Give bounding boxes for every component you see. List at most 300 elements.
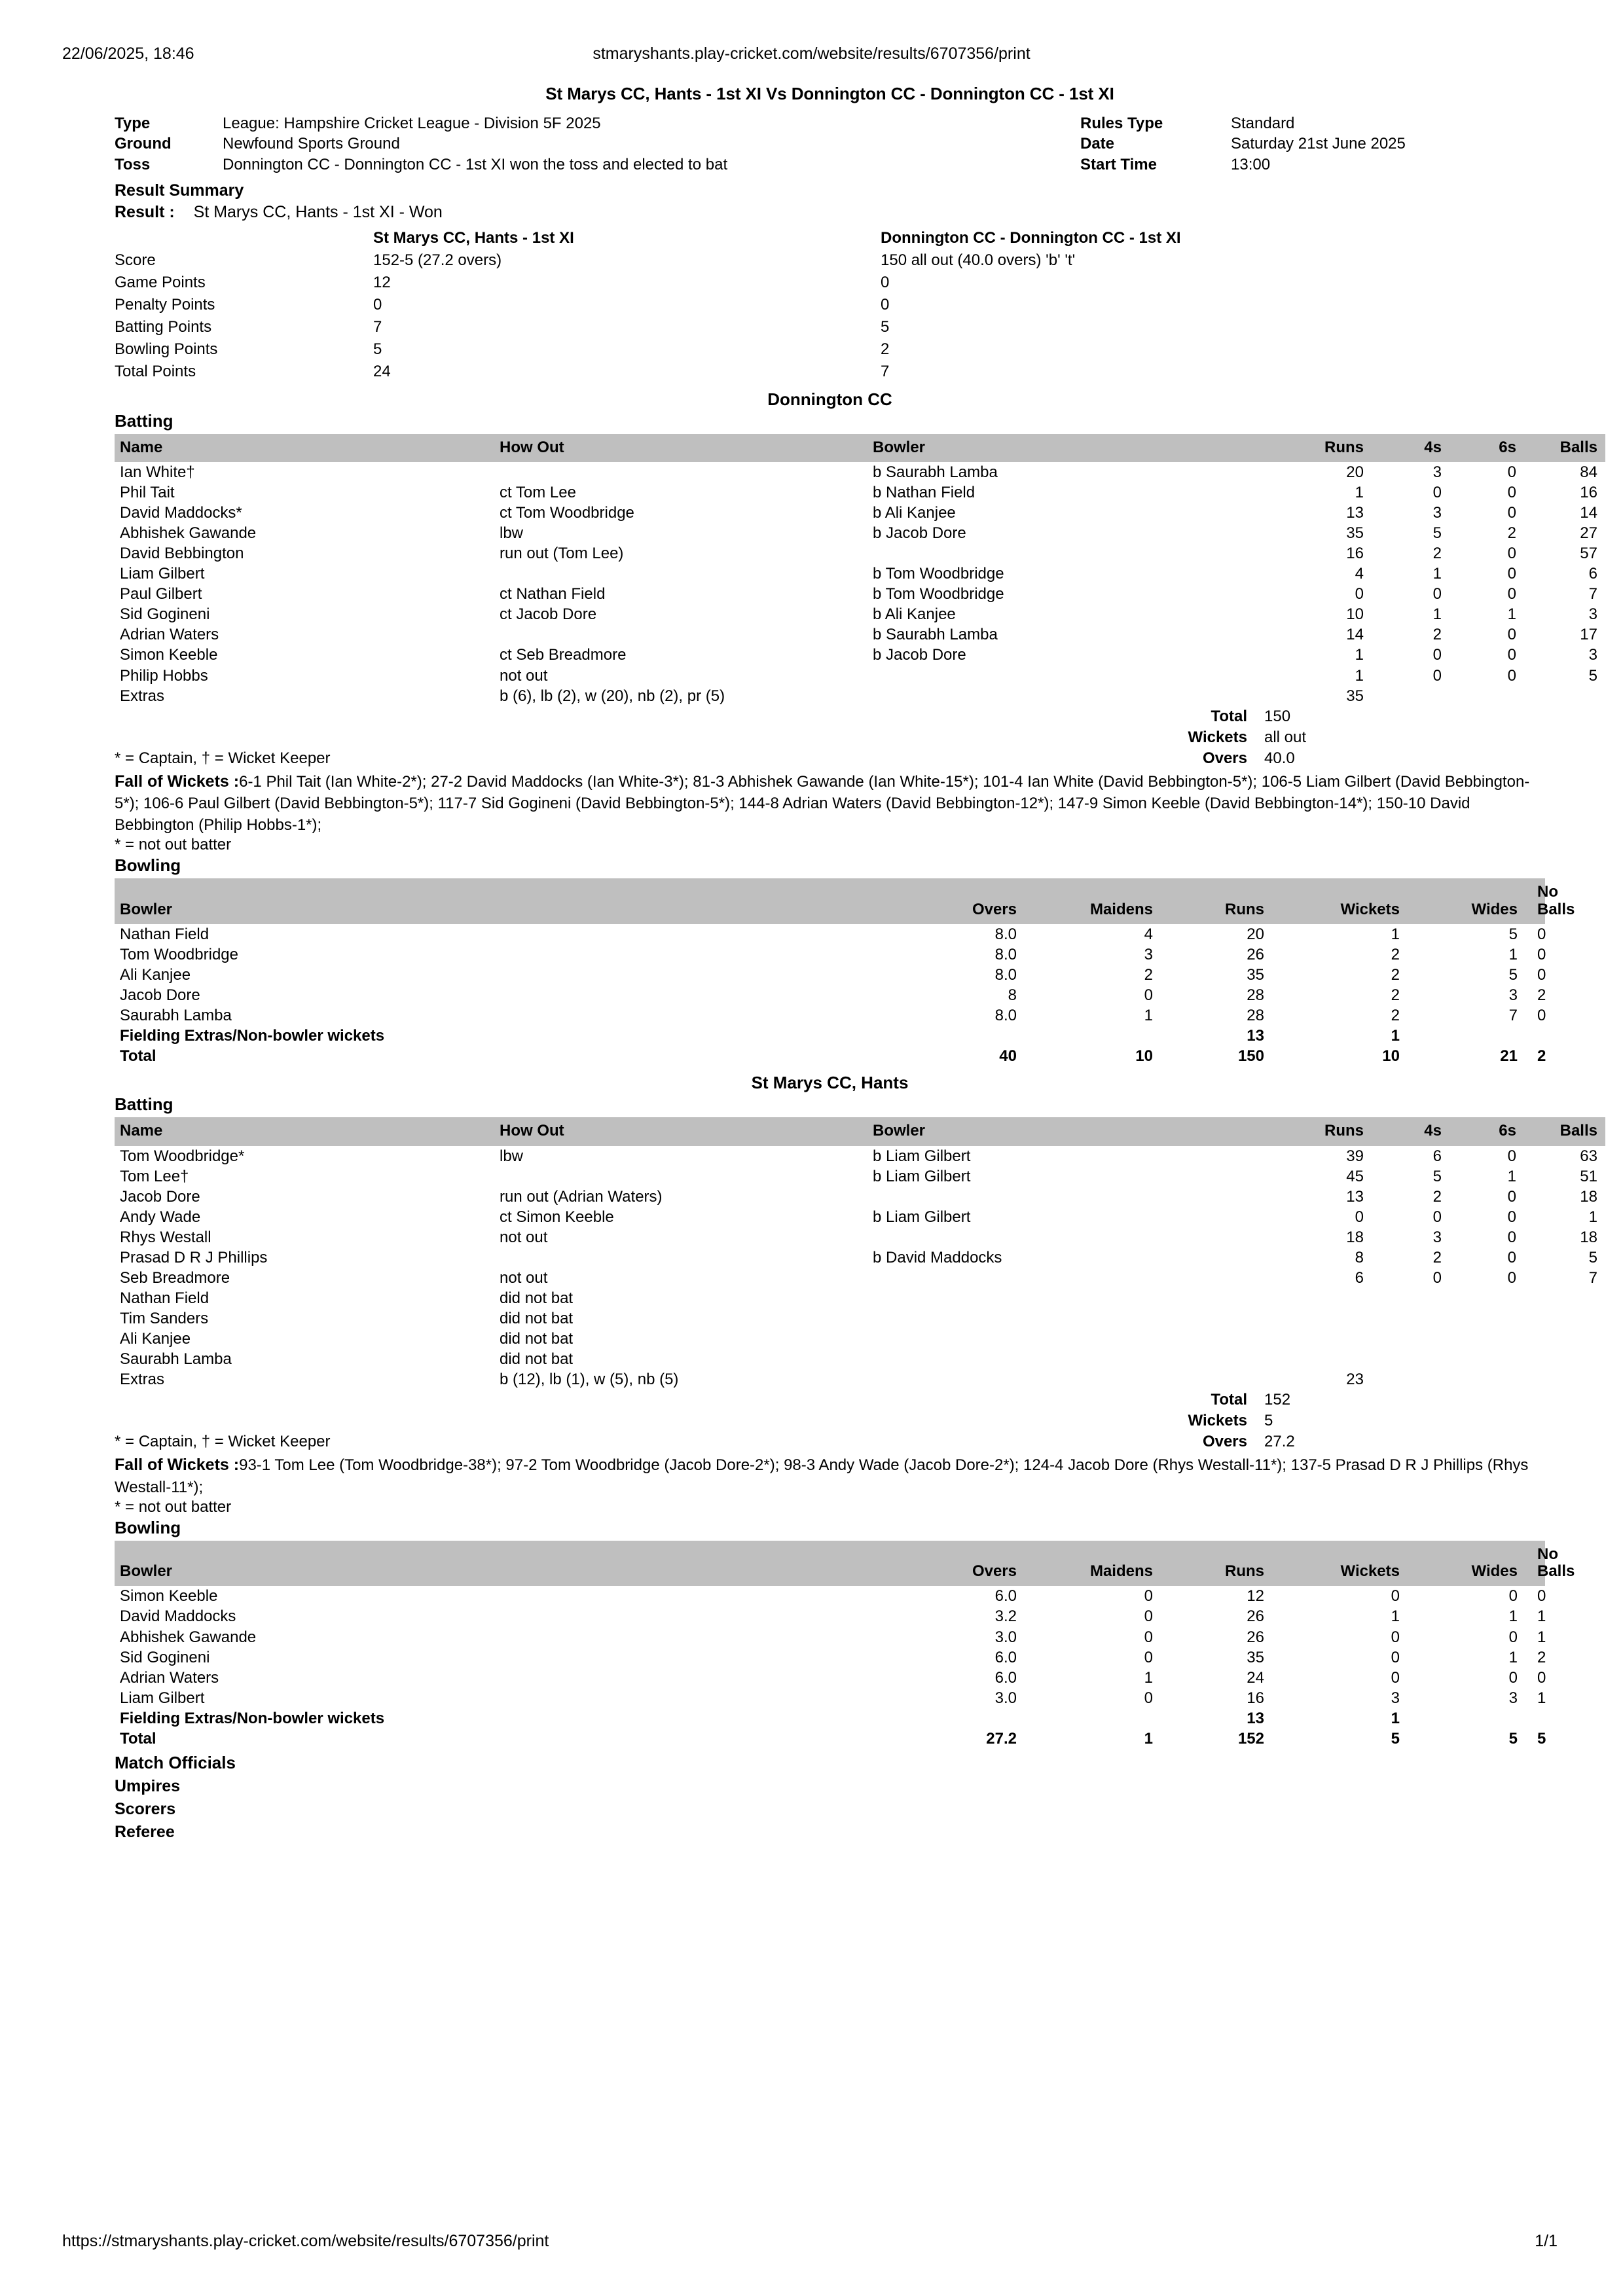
batter-how-out bbox=[500, 564, 873, 584]
innings-2-batting-heading: Batting bbox=[115, 1094, 173, 1115]
extras-blank bbox=[873, 1369, 1259, 1390]
batter-balls: 14 bbox=[1580, 504, 1597, 522]
print-header bbox=[0, 45, 1623, 64]
extras-row bbox=[115, 1369, 1605, 1390]
bowler-maidens: 0 bbox=[1144, 1587, 1153, 1605]
batter-runs bbox=[1259, 1308, 1373, 1329]
batting-header-how-out: How Out bbox=[500, 434, 873, 462]
meta-label-start-time: Start Time bbox=[1080, 155, 1157, 173]
batter-how-out: ct Tom Lee bbox=[500, 484, 576, 502]
extras-runs: 23 bbox=[1346, 1371, 1364, 1389]
bowler-no-balls: 2 bbox=[1537, 986, 1546, 1005]
table-row bbox=[115, 1586, 1545, 1606]
bowler-maidens: 2 bbox=[1144, 966, 1153, 984]
bowling-header-wickets: Wickets bbox=[1279, 1541, 1419, 1587]
table-row bbox=[115, 1247, 1605, 1268]
table-row bbox=[115, 1207, 1605, 1227]
innings-2-batting-table bbox=[115, 1117, 1605, 1390]
bowling-header-runs: Runs bbox=[1166, 878, 1279, 924]
batting-header-balls: Balls bbox=[1525, 1117, 1605, 1145]
batter-name: Tom Woodbridge* bbox=[120, 1147, 245, 1165]
batting-header-runs: Runs bbox=[1259, 1117, 1373, 1145]
batter-name: Liam Gilbert bbox=[120, 565, 205, 583]
total-label: Total bbox=[1211, 707, 1247, 725]
batting-header-sixes: 6s bbox=[1451, 1117, 1525, 1145]
batter-how-out: did not bat bbox=[500, 1350, 574, 1368]
bowler-no-balls: 0 bbox=[1537, 1587, 1546, 1605]
batter-name: Nathan Field bbox=[120, 1289, 210, 1307]
points-row-label: Batting Points bbox=[115, 317, 212, 336]
batting-header-balls: Balls bbox=[1525, 434, 1605, 462]
match-meta-table bbox=[115, 113, 1545, 175]
batting-header-name: Name bbox=[115, 434, 500, 462]
batter-fours: 3 bbox=[1432, 463, 1442, 482]
table-row bbox=[115, 1606, 1545, 1626]
points-row-value-a: 152-5 (27.2 overs) bbox=[373, 251, 502, 269]
innings-1-bowling-table bbox=[115, 878, 1575, 1066]
meta-row-toss bbox=[115, 154, 1545, 175]
captain-note: * = Captain, † = Wicket Keeper bbox=[115, 749, 331, 767]
fielding-extras-overs bbox=[892, 1708, 1029, 1729]
bowler-wides: 1 bbox=[1508, 1648, 1518, 1666]
batter-balls: 18 bbox=[1580, 1228, 1597, 1246]
bowler-wides: 0 bbox=[1508, 1628, 1518, 1646]
bowler-wides: 5 bbox=[1508, 966, 1518, 984]
fielding-extras-wides bbox=[1419, 1026, 1537, 1046]
batter-how-out: ct Simon Keeble bbox=[500, 1208, 614, 1226]
page-title: St Marys CC, Hants - 1st XI Vs Donnington CC - Donnington CC - 1st XI bbox=[545, 84, 1114, 103]
bowler-wides: 0 bbox=[1508, 1668, 1518, 1687]
bowler-overs: 8.0 bbox=[994, 1007, 1017, 1025]
bowling-header-row bbox=[115, 1541, 1545, 1587]
batting-header-bowler: Bowler bbox=[873, 1117, 1259, 1145]
batter-balls: 63 bbox=[1580, 1147, 1597, 1165]
total-spacer bbox=[115, 1390, 1136, 1410]
batting-header-bowler: Bowler bbox=[873, 434, 1259, 462]
meta-value-ground: Newfound Sports Ground bbox=[223, 135, 400, 153]
bowler-runs: 20 bbox=[1247, 925, 1264, 944]
batter-runs bbox=[1259, 1349, 1373, 1369]
wickets-value: all out bbox=[1264, 728, 1307, 746]
points-row-value-a: 7 bbox=[373, 317, 382, 336]
batter-bowler bbox=[873, 543, 1259, 564]
bowling-header-no-balls: No Balls bbox=[1537, 878, 1545, 924]
batter-fours: 2 bbox=[1432, 1248, 1442, 1266]
overs-value: 27.2 bbox=[1264, 1433, 1295, 1451]
batting-header-fours: 4s bbox=[1373, 1117, 1451, 1145]
batter-fours bbox=[1373, 1288, 1451, 1308]
bowling-total-runs: 152 bbox=[1237, 1729, 1264, 1748]
points-row bbox=[115, 272, 1545, 294]
bowler-wides: 3 bbox=[1508, 1689, 1518, 1707]
table-row bbox=[115, 584, 1605, 604]
bowler-name: Jacob Dore bbox=[120, 986, 200, 1005]
table-row bbox=[115, 523, 1605, 543]
bowler-maidens: 3 bbox=[1144, 946, 1153, 964]
fielding-extras-overs bbox=[892, 1026, 1029, 1046]
total-label: Total bbox=[1211, 1391, 1247, 1409]
overs-label: Overs bbox=[1202, 749, 1247, 767]
bowler-wickets: 1 bbox=[1391, 925, 1400, 944]
batter-sixes: 0 bbox=[1507, 1228, 1516, 1246]
bowling-total-wickets: 10 bbox=[1382, 1047, 1400, 1066]
batter-runs: 35 bbox=[1346, 524, 1364, 543]
table-row bbox=[115, 543, 1605, 564]
batter-how-out: lbw bbox=[500, 1147, 524, 1165]
table-row bbox=[115, 624, 1605, 645]
batter-balls: 84 bbox=[1580, 463, 1597, 482]
points-header-team-b: Donnington CC - Donnington CC - 1st XI bbox=[881, 228, 1181, 247]
batter-name: Andy Wade bbox=[120, 1208, 201, 1226]
bowling-header-overs: Overs bbox=[892, 878, 1029, 924]
bowler-maidens: 0 bbox=[1144, 1628, 1153, 1646]
batter-name: Philip Hobbs bbox=[120, 666, 208, 685]
bowling-total-runs: 150 bbox=[1237, 1047, 1264, 1066]
captain-note-cell bbox=[115, 1431, 1136, 1452]
batter-how-out: not out bbox=[500, 1268, 548, 1287]
bowler-maidens: 0 bbox=[1144, 1607, 1153, 1626]
table-row bbox=[115, 482, 1605, 503]
batter-name: Ian White† bbox=[120, 463, 195, 482]
points-row-value-b: 150 all out (40.0 overs) 'b' 't' bbox=[881, 251, 1076, 269]
innings-2-fall-of-wickets bbox=[115, 1454, 1545, 1498]
points-header-row bbox=[115, 227, 1545, 249]
footer-page-number: 1/1 bbox=[1535, 2232, 1558, 2250]
bowler-wides: 5 bbox=[1508, 925, 1518, 944]
table-row bbox=[115, 1349, 1605, 1369]
extras-blank bbox=[873, 686, 1259, 706]
total-value: 152 bbox=[1264, 1391, 1291, 1409]
batter-fours: 2 bbox=[1432, 626, 1442, 644]
batter-balls: 3 bbox=[1588, 605, 1597, 624]
innings-2-team-heading: St Marys CC, Hants bbox=[751, 1073, 909, 1093]
bowler-runs: 28 bbox=[1247, 1007, 1264, 1025]
bowler-wides: 3 bbox=[1508, 986, 1518, 1005]
table-row bbox=[115, 1668, 1545, 1688]
bowling-header-bowler: Bowler bbox=[115, 878, 892, 924]
batter-runs: 45 bbox=[1346, 1167, 1364, 1185]
fielding-extras-maidens bbox=[1029, 1026, 1166, 1046]
meta-value-type: League: Hampshire Cricket League - Division 5F 2025 bbox=[223, 115, 601, 132]
batter-balls: 57 bbox=[1580, 545, 1597, 563]
batter-fours: 0 bbox=[1432, 646, 1442, 664]
bowler-runs: 26 bbox=[1247, 1607, 1264, 1626]
batter-fours: 5 bbox=[1432, 524, 1442, 543]
batter-sixes: 0 bbox=[1507, 545, 1516, 563]
bowling-header-overs: Overs bbox=[892, 1541, 1029, 1587]
meta-row-ground bbox=[115, 134, 1545, 154]
batter-sixes bbox=[1451, 1288, 1525, 1308]
batter-sixes bbox=[1451, 1329, 1525, 1349]
bowler-maidens: 1 bbox=[1144, 1668, 1153, 1687]
bowler-maidens: 0 bbox=[1144, 1689, 1153, 1707]
innings-2-totals bbox=[115, 1390, 1545, 1452]
batter-how-out: run out (Adrian Waters) bbox=[500, 1187, 663, 1206]
batter-runs: 1 bbox=[1355, 484, 1364, 502]
batter-fours: 0 bbox=[1432, 1208, 1442, 1226]
bowling-header-wides: Wides bbox=[1419, 878, 1537, 924]
batter-name: Prasad D R J Phillips bbox=[120, 1248, 268, 1266]
officials-referee-label: Referee bbox=[115, 1822, 175, 1841]
bowler-name: Sid Gogineni bbox=[120, 1648, 210, 1666]
table-row bbox=[115, 1329, 1605, 1349]
batter-name: Rhys Westall bbox=[120, 1228, 211, 1246]
batter-bowler: b Liam Gilbert bbox=[873, 1208, 971, 1226]
meta-value-start-time: 13:00 bbox=[1231, 155, 1271, 173]
total-row bbox=[115, 1390, 1545, 1410]
batter-sixes bbox=[1451, 1349, 1525, 1369]
bowling-header-wickets: Wickets bbox=[1279, 878, 1419, 924]
extras-balls bbox=[1525, 686, 1605, 706]
batting-header-fours: 4s bbox=[1373, 434, 1451, 462]
bowling-header-runs: Runs bbox=[1166, 1541, 1279, 1587]
points-row bbox=[115, 338, 1545, 361]
batter-balls: 7 bbox=[1588, 1268, 1597, 1287]
table-row bbox=[115, 1627, 1545, 1647]
bowler-runs: 24 bbox=[1247, 1668, 1264, 1687]
batter-bowler: b David Maddocks bbox=[873, 1248, 1002, 1266]
bowling-total-maidens: 10 bbox=[1135, 1047, 1153, 1066]
bowler-no-balls: 0 bbox=[1537, 1007, 1546, 1025]
innings-2-notout-note: * = not out batter bbox=[115, 1498, 232, 1516]
batter-name: Phil Tait bbox=[120, 484, 175, 502]
batter-name: Jacob Dore bbox=[120, 1187, 200, 1206]
points-row-label: Score bbox=[115, 251, 156, 269]
fow-label: Fall of Wickets : bbox=[115, 772, 240, 791]
batter-sixes: 2 bbox=[1507, 524, 1516, 543]
scorecard-content bbox=[115, 84, 1597, 1842]
points-header-team-a: St Marys CC, Hants - 1st XI bbox=[373, 228, 574, 247]
bowler-overs: 6.0 bbox=[994, 1648, 1017, 1666]
bowler-wickets: 1 bbox=[1391, 1607, 1400, 1626]
batter-bowler: b Liam Gilbert bbox=[873, 1167, 971, 1185]
innings-2-bowling-heading: Bowling bbox=[115, 1517, 181, 1537]
batting-header-sixes: 6s bbox=[1451, 434, 1525, 462]
meta-label-date: Date bbox=[1080, 135, 1115, 153]
overs-value: 40.0 bbox=[1264, 749, 1295, 767]
batter-bowler bbox=[873, 1308, 1259, 1329]
batter-balls: 27 bbox=[1580, 524, 1597, 543]
table-row bbox=[115, 1227, 1605, 1247]
batter-runs: 6 bbox=[1355, 1268, 1364, 1287]
batter-how-out: did not bat bbox=[500, 1309, 574, 1327]
bowler-overs: 8.0 bbox=[994, 966, 1017, 984]
batter-runs bbox=[1259, 1288, 1373, 1308]
points-row-value-b: 0 bbox=[881, 295, 890, 314]
points-row-label: Penalty Points bbox=[115, 295, 215, 314]
bowler-overs: 8 bbox=[1008, 986, 1017, 1005]
table-row bbox=[115, 985, 1545, 1005]
bowling-total-overs: 27.2 bbox=[986, 1729, 1017, 1748]
bowler-no-balls: 0 bbox=[1537, 925, 1546, 944]
wickets-spacer bbox=[115, 1410, 1136, 1431]
table-row bbox=[115, 965, 1545, 985]
batter-how-out: ct Seb Breadmore bbox=[500, 646, 627, 664]
table-row bbox=[115, 503, 1605, 523]
innings-1-notout-note: * = not out batter bbox=[115, 836, 232, 854]
bowler-runs: 28 bbox=[1247, 986, 1264, 1005]
bowler-name: Saurabh Lamba bbox=[120, 1007, 232, 1025]
batter-balls: 18 bbox=[1580, 1187, 1597, 1206]
innings-1-team-heading: Donnington CC bbox=[767, 389, 892, 409]
points-row-value-a: 0 bbox=[373, 295, 382, 314]
table-row bbox=[115, 1288, 1605, 1308]
officials-scorers-label: Scorers bbox=[115, 1799, 176, 1818]
fow-value: 6-1 Phil Tait (Ian White-2*); 27-2 David Maddocks (Ian White-3*); 81-3 Abhishek Gawande (Ian White-15*); 101-4 Ian White (David Bebbington-5*); 106-5 Liam Gilbert (David Bebbington-5*); 106-6 Paul Gilbert (David Bebbington-5*); 117-7 Sid Gogineni (David Bebbington-5*); 144-8 Adrian Waters (David Bebbington-12*); 147-9 Simon Keeble (David Bebbington-14*); 150-10 David Bebbington (Philip Hobbs-1*); bbox=[115, 772, 1530, 834]
wickets-label: Wickets bbox=[1188, 1412, 1247, 1430]
batter-how-out: did not bat bbox=[500, 1289, 574, 1307]
wickets-row bbox=[115, 727, 1545, 748]
batter-sixes: 0 bbox=[1507, 1187, 1516, 1206]
batter-name: Sid Gogineni bbox=[120, 605, 210, 624]
points-row-value-a: 24 bbox=[373, 362, 391, 380]
points-row-value-b: 5 bbox=[881, 317, 890, 336]
bowling-header-no-balls: No Balls bbox=[1537, 1541, 1545, 1587]
bowler-wickets: 0 bbox=[1391, 1668, 1400, 1687]
wickets-label: Wickets bbox=[1188, 728, 1247, 746]
batter-fours: 2 bbox=[1432, 1187, 1442, 1206]
total-value: 150 bbox=[1264, 707, 1291, 725]
fielding-extras-wickets: 1 bbox=[1391, 1027, 1400, 1045]
batter-bowler: b Liam Gilbert bbox=[873, 1147, 971, 1165]
bowler-wickets: 2 bbox=[1391, 986, 1400, 1005]
points-row-value-b: 2 bbox=[881, 340, 890, 358]
extras-label: Extras bbox=[120, 1371, 165, 1389]
points-row bbox=[115, 361, 1545, 383]
batter-bowler: b Ali Kanjee bbox=[873, 504, 956, 522]
points-row-label: Game Points bbox=[115, 273, 206, 291]
footer-url: https://stmaryshants.play-cricket.com/website/results/6707356/print bbox=[62, 2232, 549, 2250]
batter-balls bbox=[1525, 1329, 1605, 1349]
batter-how-out: did not bat bbox=[500, 1329, 574, 1348]
bowler-runs: 16 bbox=[1247, 1689, 1264, 1707]
fielding-extras-row bbox=[115, 1708, 1545, 1729]
fielding-extras-wickets: 1 bbox=[1391, 1709, 1400, 1727]
bowler-name: Nathan Field bbox=[120, 925, 210, 944]
meta-value-toss: Donnington CC - Donnington CC - 1st XI won the toss and elected to bat bbox=[223, 155, 728, 173]
batter-sixes: 0 bbox=[1507, 565, 1516, 583]
meta-label-type: Type bbox=[115, 115, 151, 132]
batter-bowler: b Saurabh Lamba bbox=[873, 463, 998, 482]
table-row bbox=[115, 1268, 1605, 1288]
bowling-header-wides: Wides bbox=[1419, 1541, 1537, 1587]
batter-balls: 17 bbox=[1580, 626, 1597, 644]
batter-runs: 8 bbox=[1355, 1248, 1364, 1266]
bowling-total-row bbox=[115, 1729, 1545, 1749]
batter-fours: 2 bbox=[1432, 545, 1442, 563]
bowling-total-row bbox=[115, 1046, 1545, 1066]
points-body bbox=[115, 249, 1545, 383]
extras-detail: b (12), lb (1), w (5), nb (5) bbox=[500, 1371, 679, 1389]
batter-bowler bbox=[873, 1268, 1259, 1288]
fielding-extras-maidens bbox=[1029, 1708, 1166, 1729]
table-row bbox=[115, 604, 1605, 624]
points-summary-table bbox=[115, 227, 1545, 383]
bowler-wides: 7 bbox=[1508, 1007, 1518, 1025]
extras-fours bbox=[1373, 686, 1451, 706]
bowler-runs: 26 bbox=[1247, 1628, 1264, 1646]
batter-fours: 0 bbox=[1432, 1268, 1442, 1287]
overs-row bbox=[115, 1431, 1545, 1452]
meta-value-rules-type: Standard bbox=[1231, 115, 1295, 132]
bowler-maidens: 0 bbox=[1144, 1648, 1153, 1666]
print-timestamp: 22/06/2025, 18:46 bbox=[62, 45, 194, 63]
bowler-overs: 8.0 bbox=[994, 946, 1017, 964]
innings-1-batting-body bbox=[115, 462, 1605, 706]
fow-label: Fall of Wickets : bbox=[115, 1456, 240, 1475]
table-row bbox=[115, 666, 1605, 686]
bowler-overs: 6.0 bbox=[994, 1668, 1017, 1687]
innings-1-fall-of-wickets bbox=[115, 770, 1545, 836]
batter-how-out bbox=[500, 624, 873, 645]
points-row bbox=[115, 316, 1545, 338]
bowling-total-no-balls: 5 bbox=[1537, 1729, 1546, 1748]
bowler-overs: 8.0 bbox=[994, 925, 1017, 944]
innings-1-batting-heading: Batting bbox=[115, 410, 173, 431]
bowler-overs: 3.2 bbox=[994, 1607, 1017, 1626]
meta-label-ground: Ground bbox=[115, 135, 172, 153]
result-line bbox=[115, 203, 1545, 222]
fielding-extras-label: Fielding Extras/Non-bowler wickets bbox=[120, 1709, 385, 1727]
bowler-no-balls: 1 bbox=[1537, 1689, 1546, 1707]
table-row bbox=[115, 1647, 1545, 1668]
points-row bbox=[115, 294, 1545, 316]
bowler-wickets: 0 bbox=[1391, 1628, 1400, 1646]
bowling-header-maidens: Maidens bbox=[1029, 878, 1166, 924]
batting-header-name: Name bbox=[115, 1117, 500, 1145]
extras-detail: b (6), lb (2), w (20), nb (2), pr (5) bbox=[500, 687, 725, 705]
batter-bowler bbox=[873, 666, 1259, 686]
batter-bowler: b Ali Kanjee bbox=[873, 605, 956, 624]
bowling-total-overs: 40 bbox=[999, 1047, 1017, 1066]
batter-balls: 6 bbox=[1588, 565, 1597, 583]
table-row bbox=[115, 645, 1605, 665]
batter-balls bbox=[1525, 1349, 1605, 1369]
bowler-wickets: 0 bbox=[1391, 1648, 1400, 1666]
print-source-url: stmaryshants.play-cricket.com/website/results/6707356/print bbox=[593, 45, 1030, 63]
innings-1-batting-table bbox=[115, 434, 1605, 706]
meta-label-rules-type: Rules Type bbox=[1080, 115, 1163, 132]
overs-row bbox=[115, 748, 1545, 769]
batter-how-out: run out (Tom Lee) bbox=[500, 545, 624, 563]
batting-header-how-out: How Out bbox=[500, 1117, 873, 1145]
bowler-wides: 1 bbox=[1508, 946, 1518, 964]
batter-balls: 1 bbox=[1588, 1208, 1597, 1226]
batter-fours: 1 bbox=[1432, 565, 1442, 583]
fielding-extras-no-balls bbox=[1537, 1026, 1545, 1046]
batter-bowler bbox=[873, 1227, 1259, 1247]
batter-runs: 18 bbox=[1346, 1228, 1364, 1246]
batter-sixes: 0 bbox=[1507, 666, 1516, 685]
batting-header-row bbox=[115, 434, 1605, 462]
bowling-total-no-balls: 2 bbox=[1537, 1047, 1546, 1066]
fielding-extras-row bbox=[115, 1026, 1545, 1046]
officials-umpires-label: Umpires bbox=[115, 1776, 181, 1795]
total-row bbox=[115, 706, 1545, 727]
batter-sixes: 0 bbox=[1507, 585, 1516, 603]
bowler-no-balls: 0 bbox=[1537, 1668, 1546, 1687]
batter-name: Abhishek Gawande bbox=[120, 524, 257, 543]
bowler-name: Ali Kanjee bbox=[120, 966, 191, 984]
bowler-runs: 35 bbox=[1247, 966, 1264, 984]
batter-name: Saurabh Lamba bbox=[120, 1350, 232, 1368]
batter-fours: 1 bbox=[1432, 605, 1442, 624]
batter-balls: 16 bbox=[1580, 484, 1597, 502]
batter-runs: 14 bbox=[1346, 626, 1364, 644]
result-label: Result : bbox=[115, 202, 175, 221]
bowler-runs: 12 bbox=[1247, 1587, 1264, 1605]
batter-fours: 0 bbox=[1432, 585, 1442, 603]
